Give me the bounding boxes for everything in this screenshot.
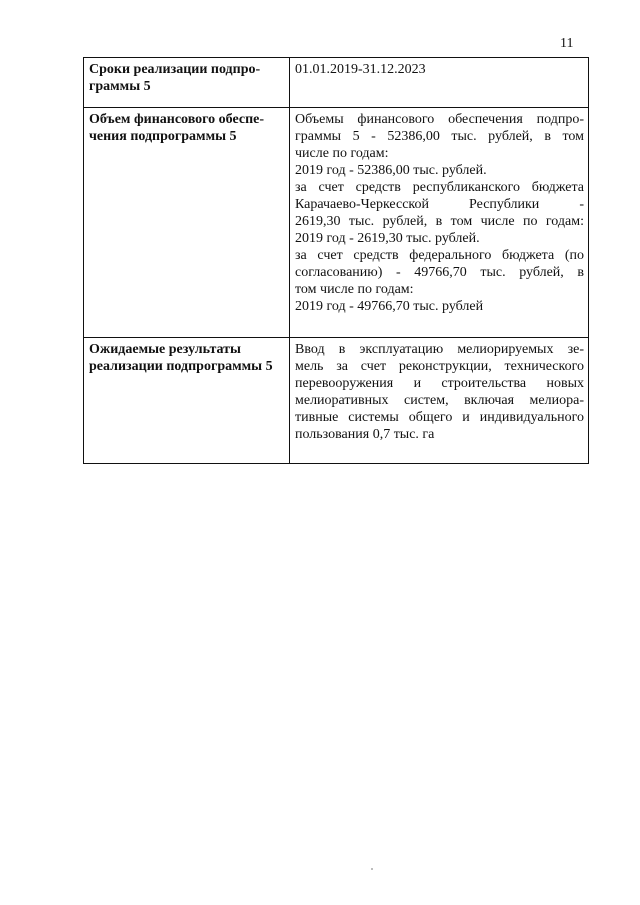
value-cell-expected-results <box>290 338 589 464</box>
value-line: мелиоративных систем, включая мелиора- <box>295 393 584 408</box>
value-line: перевооружения и строительства новых <box>295 376 584 391</box>
value-line: за счет средств республиканского бюджета <box>295 180 584 195</box>
value-cell-financing-volume <box>290 108 589 338</box>
table-row-expected-results <box>84 338 589 464</box>
table-row-implementation-period <box>84 58 589 108</box>
value-line: Карачаево-Черкесской Республики - <box>295 197 584 212</box>
label-cell-expected-results <box>84 338 290 464</box>
value-line: том числе по годам: <box>295 282 414 297</box>
scan-speck <box>371 868 373 870</box>
value-line: мель за счет реконструкции, технического <box>295 359 584 374</box>
table-row-financing-volume <box>84 108 589 338</box>
value-line: 01.01.2019-31.12.2023 <box>295 62 426 77</box>
value-line: 2619,30 тыс. рублей, в том числе по годам: <box>295 214 584 229</box>
label-cell-implementation-period <box>84 58 290 108</box>
label-line: чения подпрограммы 5 <box>89 129 237 144</box>
label-line: граммы 5 <box>89 79 151 94</box>
value-line: Объемы финансового обеспечения подпро- <box>295 112 584 127</box>
value-line: числе по годам: <box>295 146 389 161</box>
value-line: 2019 год - 52386,00 тыс. рублей. <box>295 163 487 178</box>
value-line: согласованию) - 49766,70 тыс. рублей, в <box>295 265 584 280</box>
value-cell-implementation-period <box>290 58 589 108</box>
value-line: граммы 5 - 52386,00 тыс. рублей, в том <box>295 129 584 144</box>
page-number: 11 <box>560 36 574 51</box>
subprogram-passport-table <box>83 57 589 464</box>
value-line: Ввод в эксплуатацию мелиорируемых зе- <box>295 342 584 357</box>
value-line: за счет средств федерального бюджета (по <box>295 248 584 263</box>
label-line: Сроки реализации подпро- <box>89 62 261 77</box>
label-line: Объем финансового обеспе- <box>89 112 265 127</box>
label-cell-financing-volume <box>84 108 290 338</box>
value-line: пользования 0,7 тыс. га <box>295 427 435 442</box>
value-line: 2019 год - 49766,70 тыс. рублей <box>295 299 484 314</box>
label-line: реализации подпрограммы 5 <box>89 359 273 374</box>
value-line: 2019 год - 2619,30 тыс. рублей. <box>295 231 480 246</box>
value-line: тивные системы общего и индивидуального <box>295 410 584 425</box>
label-line: Ожидаемые результаты <box>89 342 241 357</box>
